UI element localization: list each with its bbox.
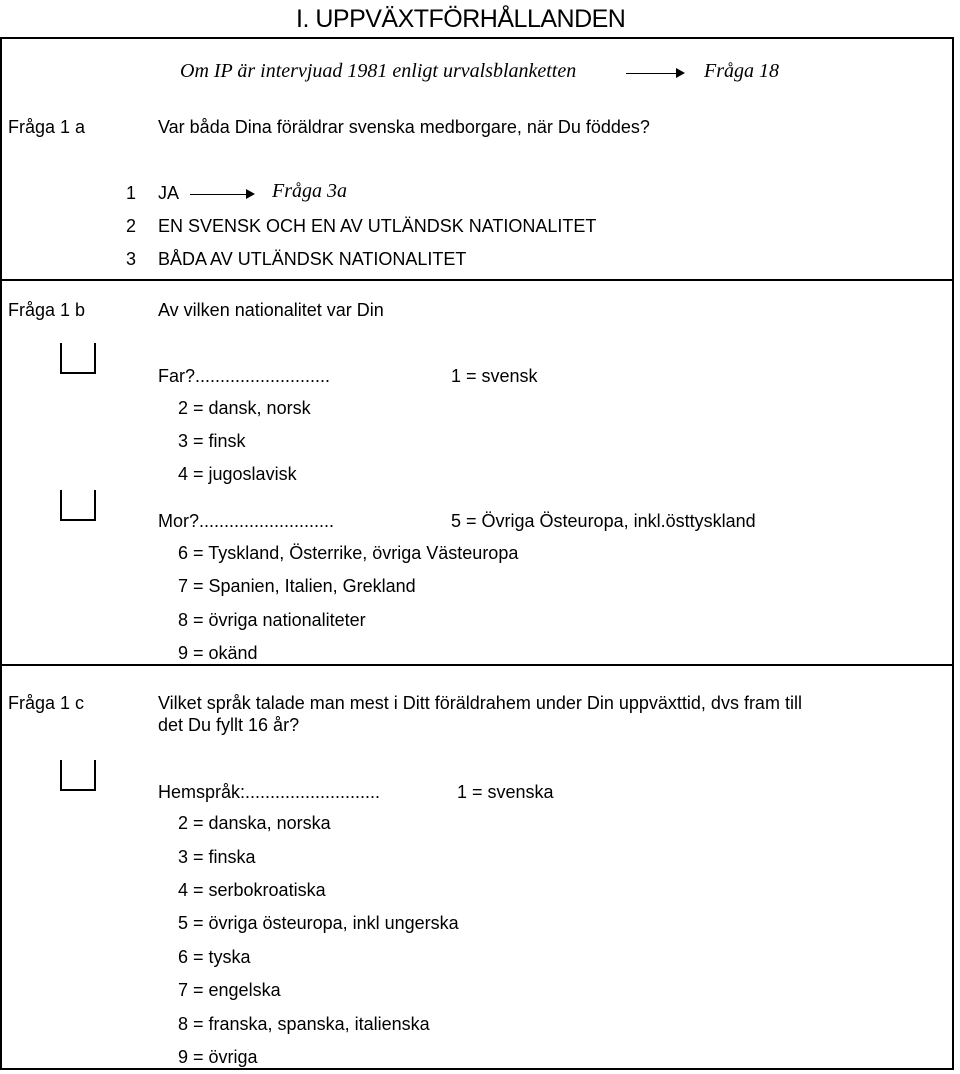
goto-arrow — [626, 73, 682, 74]
language-code-3: 3 = finska — [178, 847, 256, 867]
nationality-code-4: 4 = jugoslavisk — [178, 464, 297, 484]
q1a-option-1-text: JA — [158, 183, 180, 203]
far-answer-box[interactable] — [60, 343, 96, 374]
language-code-2: 2 = danska, norska — [178, 813, 331, 833]
intro-text: Om IP är intervjuad 1981 enligt urvalsblanketten — [180, 60, 577, 82]
section-divider — [0, 664, 954, 666]
q1b-question: Av vilken nationalitet var Din — [158, 300, 384, 320]
q1b-label: Fråga 1 b — [8, 300, 86, 320]
nationality-code-5: 5 = Övriga Östeuropa, inkl.östtyskland — [451, 511, 756, 531]
q1a-label: Fråga 1 a — [8, 117, 86, 137]
page-title: I. UPPVÄXTFÖRHÅLLANDEN — [296, 5, 626, 33]
section-divider — [0, 279, 954, 281]
q1c-label: Fråga 1 c — [8, 693, 85, 713]
nationality-code-9: 9 = okänd — [178, 643, 258, 663]
q1a-question: Var båda Dina föräldrar svenska medborgare, när Du föddes? — [158, 117, 650, 137]
nationality-code-8: 8 = övriga nationaliteter — [178, 610, 366, 630]
language-code-9: 9 = övriga — [178, 1047, 258, 1067]
q1a-option-2-text: EN SVENSK OCH EN AV UTLÄNDSK NATIONALITET — [158, 216, 597, 236]
mor-answer-box[interactable] — [60, 490, 96, 521]
nationality-code-1: 1 = svensk — [451, 366, 538, 386]
mor-prompt: Mor?........................... — [158, 511, 335, 531]
language-code-4: 4 = serbokroatiska — [178, 880, 326, 900]
q1a-option-3-code: 3 — [126, 249, 137, 269]
nationality-code-6: 6 = Tyskland, Österrike, övriga Västeuropa — [178, 543, 519, 563]
nationality-code-7: 7 = Spanien, Italien, Grekland — [178, 576, 416, 596]
q1c-question-line-1: Vilket språk talade man mest i Ditt föräldrahem under Din uppväxttid, dvs fram till — [158, 693, 802, 713]
q1a-option-3-text: BÅDA AV UTLÄNDSK NATIONALITET — [158, 249, 467, 269]
language-code-1: 1 = svenska — [457, 782, 554, 802]
nationality-code-2: 2 = dansk, norsk — [178, 398, 311, 418]
q1a-option-1-code: 1 — [126, 183, 137, 203]
goto-arrow — [190, 194, 252, 195]
q1a-option-1-goto: Fråga 3a — [272, 180, 347, 202]
far-prompt: Far?........................... — [158, 366, 331, 386]
hemsprak-answer-box[interactable] — [60, 760, 96, 791]
q1a-option-2-code: 2 — [126, 216, 137, 236]
language-code-6: 6 = tyska — [178, 947, 251, 967]
language-code-7: 7 = engelska — [178, 980, 281, 1000]
hemsprak-prompt: Hemspråk:........................... — [158, 782, 381, 802]
nationality-code-3: 3 = finsk — [178, 431, 246, 451]
language-code-8: 8 = franska, spanska, italienska — [178, 1014, 430, 1034]
language-code-5: 5 = övriga östeuropa, inkl ungerska — [178, 913, 459, 933]
intro-goto: Fråga 18 — [704, 60, 779, 82]
q1c-question-line-2: det Du fyllt 16 år? — [158, 715, 300, 735]
